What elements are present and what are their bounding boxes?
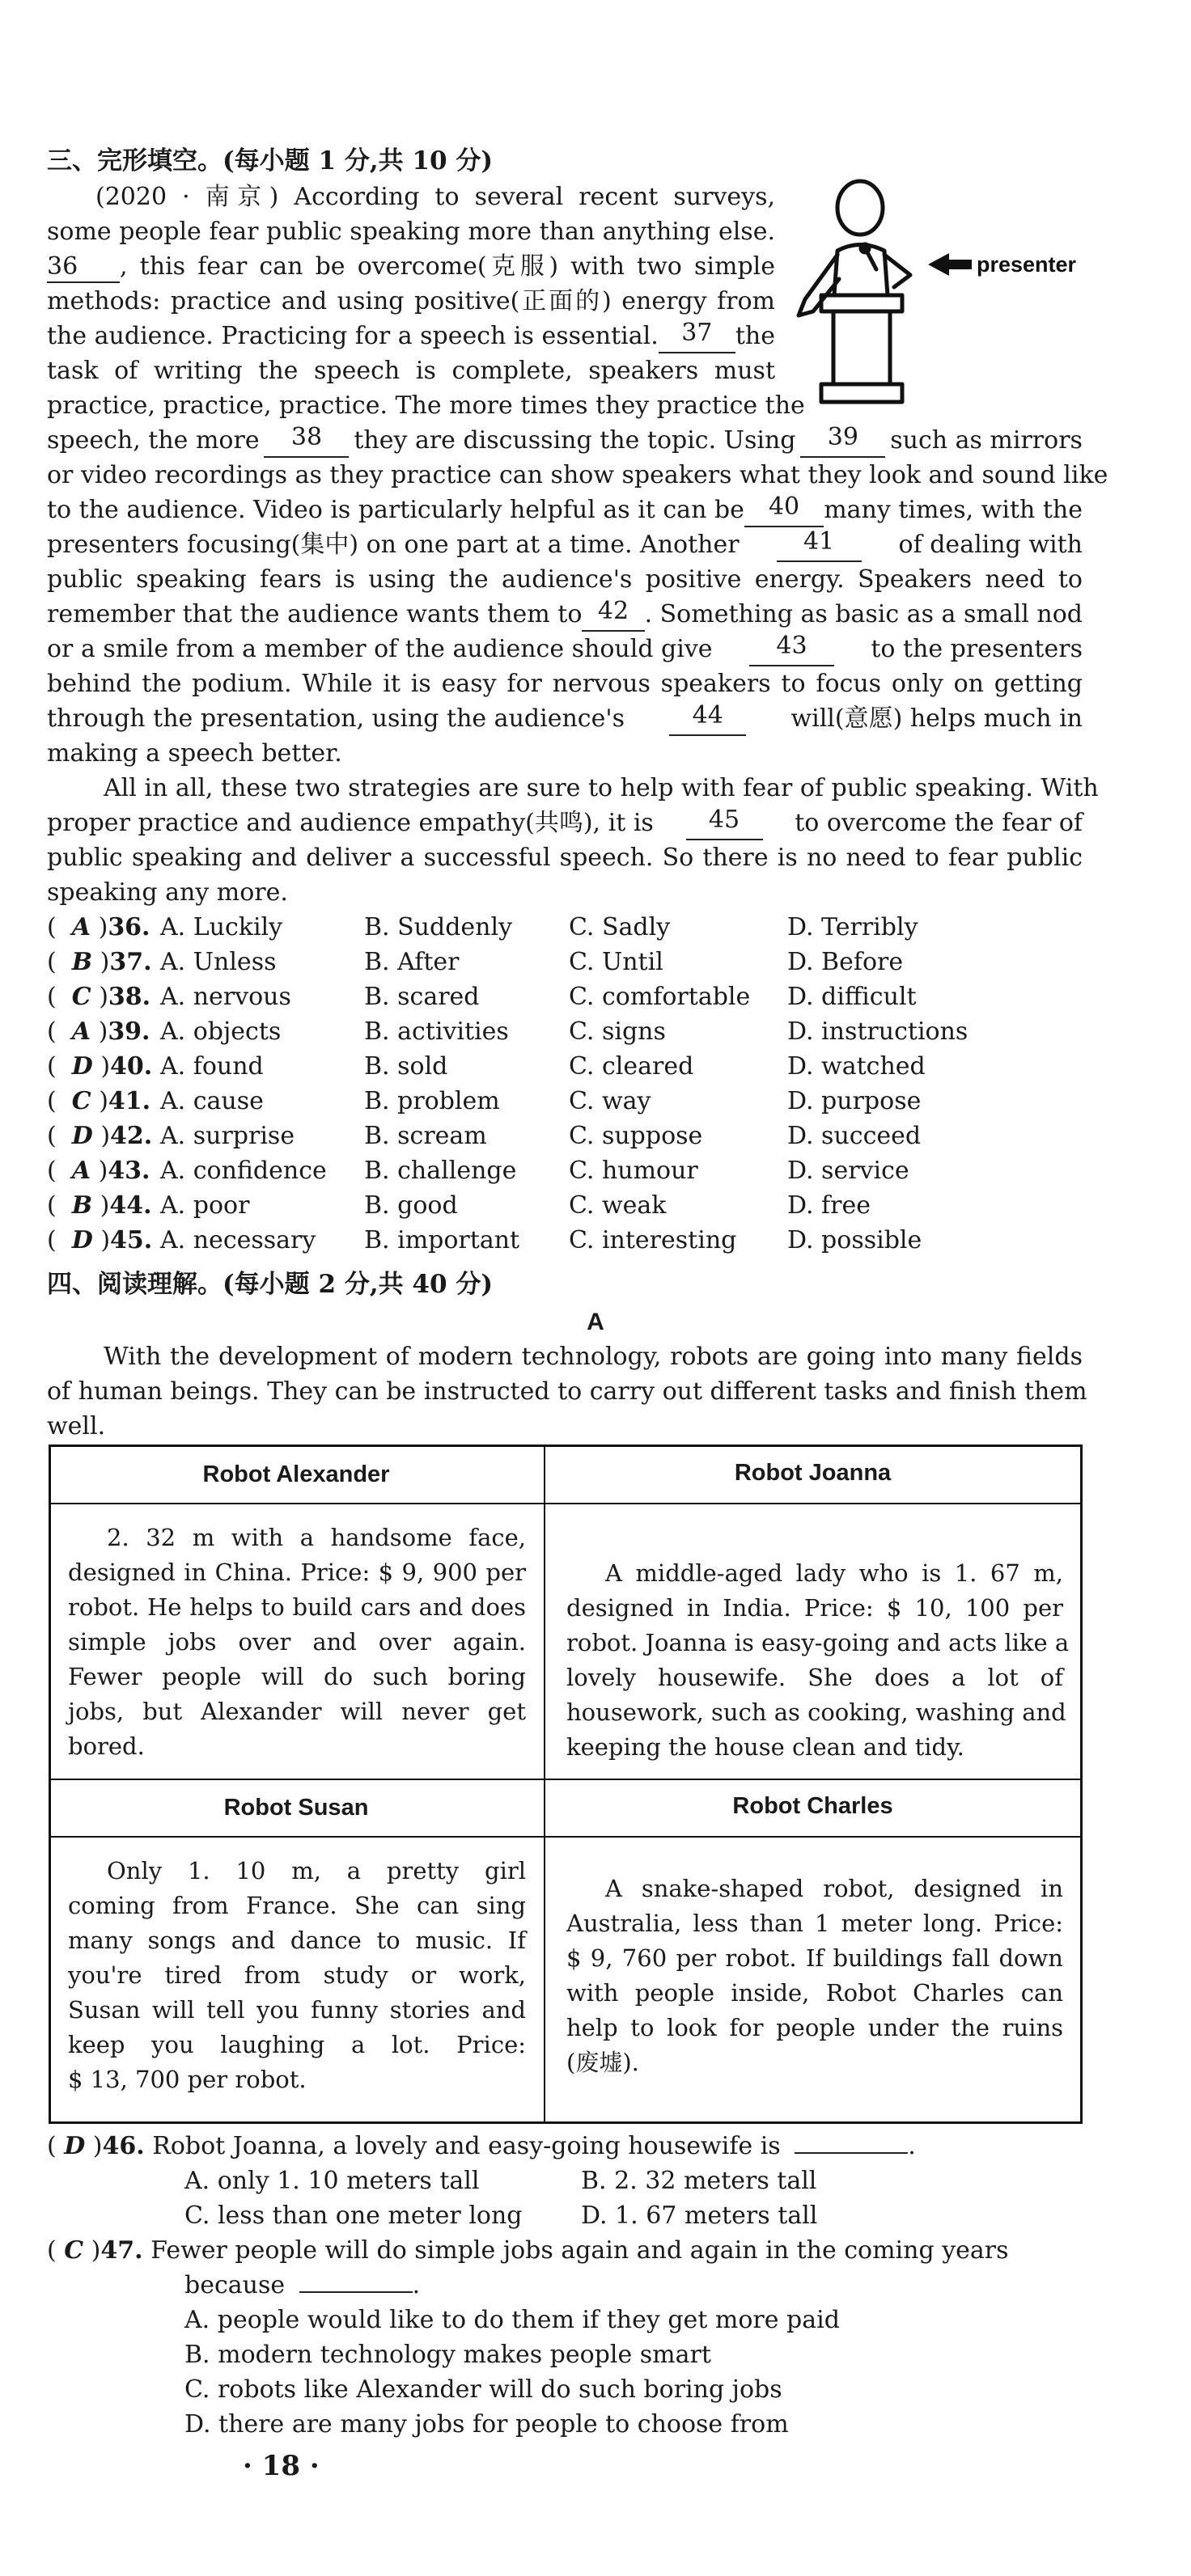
option-a: A. objects [160, 1017, 282, 1046]
option-46-b: B. 2. 32 meters tall [581, 2167, 817, 2195]
blank-46[interactable] [795, 2152, 908, 2154]
option-d: D. possible [787, 1226, 922, 1254]
option-b: B. Suddenly [364, 913, 513, 941]
cloze-line-19: proper practice and audience empathy(共鸣), it is 45 to overcome the fear of [47, 806, 1083, 840]
cloze-question-row [47, 1084, 1066, 1119]
question-47: ( C )47. Fewer people will do simple jobs again and again in the coming years [47, 2236, 1009, 2265]
cloze-line-5: the audience. Practicing for a speech is essential. 37 the [47, 319, 775, 353]
cloze-question-row [47, 1188, 1066, 1223]
cloze-line-4: methods: practice and using positive(正面的) energy from [47, 287, 775, 315]
option-c: C. humour [569, 1157, 698, 1185]
question-number: ( D )40. [47, 1052, 153, 1081]
answer-letter: B [71, 1191, 93, 1220]
blank-41: 41 [777, 527, 862, 562]
question-number: ( A )43. [47, 1157, 150, 1185]
option-a: A. cause [160, 1087, 264, 1115]
blank-37: 37 [659, 319, 735, 353]
passage-label: A [587, 1309, 604, 1335]
option-a: A. surprise [160, 1122, 295, 1150]
cloze-line-15: behind the podium. While it is easy for nervous speakers to focus only on getting [47, 670, 1083, 698]
option-46-d: D. 1. 67 meters tall [581, 2202, 818, 2230]
robot-joanna-desc: A middle-aged lady who is 1. 67 m, designed in India. Price: $ 10, 100 per robot. Joanna is easy-going and acts like a lovely housewife. She does a lot of housework, such as cooking, washing and keeping the house clean and tidy. [566, 1559, 1070, 1761]
option-b: B. scream [364, 1122, 487, 1150]
cloze-question-row [47, 945, 1066, 979]
question-number: ( A )39. [47, 1017, 150, 1046]
cloze-line-2: some people fear public speaking more than anything else. [47, 218, 775, 246]
option-d: D. Before [787, 948, 904, 976]
blank-43: 43 [749, 632, 834, 666]
option-d: D. watched [787, 1052, 926, 1081]
cloze-line-21: speaking any more. [47, 878, 288, 907]
robot-susan-title: Robot Susan [223, 1795, 369, 1821]
option-b: B. good [364, 1191, 458, 1220]
option-b: B. important [364, 1226, 520, 1254]
option-c: C. comfortable [569, 983, 751, 1011]
question-number: ( D )42. [47, 1122, 153, 1150]
cloze-question-row [47, 910, 1066, 945]
blank-47[interactable] [299, 2291, 413, 2293]
robot-alexander-title: Robot Alexander [202, 1461, 390, 1487]
blank-39: 39 [800, 423, 885, 458]
option-47-a: A. people would like to do them if they get more paid [184, 2306, 840, 2334]
option-b: B. scared [364, 983, 480, 1011]
question-46: ( D )46. Robot Joanna, a lovely and easy-going housewife is . [47, 2132, 916, 2160]
cloze-line-12: public speaking fears is using the audience's positive energy. Speakers need to [47, 565, 1083, 594]
option-46-a: A. only 1. 10 meters tall [184, 2167, 480, 2195]
option-47-b: B. modern technology makes people smart [184, 2341, 711, 2369]
answer-letter: D [71, 1226, 93, 1254]
option-a: A. necessary [160, 1226, 316, 1254]
cloze-line-3: 36 , this fear can be overcome(克服) with two simple [47, 249, 775, 284]
cloze-question-row [47, 1223, 1066, 1258]
option-c: C. cleared [569, 1052, 694, 1081]
option-d: D. Terribly [787, 913, 918, 941]
option-c: C. signs [569, 1017, 666, 1046]
cloze-section-title: 三、完形填空。(每小题 1 分,共 10 分) [47, 146, 494, 176]
option-a: A. found [160, 1052, 264, 1081]
option-a: A. nervous [160, 983, 291, 1011]
question-47-stem-cont: because . [184, 2271, 421, 2299]
cloze-question-row [47, 1119, 1066, 1153]
blank-36: 36 [47, 252, 120, 283]
blank-42: 42 [582, 597, 644, 632]
option-47-c: C. robots like Alexander will do such boring jobs [184, 2375, 782, 2404]
robot-table [49, 1445, 1083, 2124]
intro-line-3: well. [47, 1412, 106, 1440]
cloze-question-row [47, 1049, 1066, 1084]
intro-line-1: With the development of modern technology, robots are going into many fields [104, 1343, 1083, 1371]
cloze-question-row [47, 1153, 1066, 1188]
cloze-line-17: making a speech better. [47, 739, 342, 768]
option-a: A. confidence [160, 1157, 327, 1185]
cloze-question-row [47, 979, 1066, 1014]
cloze-line-11: presenters focusing(集中) on one part at a time. Another 41 of dealing with [47, 527, 1083, 562]
question-number: ( D )45. [47, 1226, 153, 1254]
cloze-line-20: public speaking and deliver a successful speech. So there is no need to fear public [47, 844, 1083, 872]
option-a: A. Luckily [160, 913, 283, 941]
cloze-line-7: practice, practice, practice. The more times they practice the [47, 391, 805, 420]
blank-44: 44 [669, 701, 746, 736]
answer-letter: C [71, 1087, 91, 1115]
blank-45: 45 [686, 806, 763, 840]
answer-letter: A [71, 1157, 91, 1185]
option-c: C. interesting [569, 1226, 737, 1254]
robot-susan-desc: Only 1. 10 m, a pretty girl coming from France. She can sing many songs and dance to music. If you're tired from study or work, Susan will tell you funny stories and keep you laughing a lot. Price: $ 13, 700 per robot. [68, 1857, 526, 2093]
option-c: C. Until [569, 948, 663, 976]
cloze-line-18: All in all, these two strategies are sure to help with fear of public speaking. With [104, 774, 1099, 802]
answer-letter: D [71, 1052, 93, 1081]
answer-47: C [64, 2236, 84, 2265]
option-b: B. challenge [364, 1157, 517, 1185]
option-c: C. weak [569, 1191, 667, 1220]
option-a: A. poor [160, 1191, 250, 1220]
option-d: D. instructions [787, 1017, 968, 1046]
presenter-label: presenter [977, 252, 1077, 277]
blank-40: 40 [744, 493, 824, 527]
robot-charles-desc: A snake-shaped robot, designed in Australia, less than 1 meter long. Price: $ 9, 760 per robot. If buildings fall down with people inside, Robot Charles can help to look for people under the ruins (废墟). [566, 1875, 1063, 2076]
option-b: B. sold [364, 1052, 448, 1081]
reading-section-title: 四、阅读理解。(每小题 2 分,共 40 分) [47, 1270, 494, 1299]
option-d: D. succeed [787, 1122, 922, 1150]
robot-alexander-desc: 2. 32 m with a handsome face, designed in China. Price: $ 9, 900 per robot. He helps to build cars and does simple jobs over and over again. Fewer people will do such boring jobs, but Alexander will never get bored. [68, 1524, 526, 1760]
question-number: ( A )36. [47, 913, 150, 941]
question-number: ( C )41. [47, 1087, 151, 1115]
option-b: B. activities [364, 1017, 509, 1046]
question-number: ( C )38. [47, 983, 151, 1011]
option-46-c: C. less than one meter long [184, 2202, 523, 2230]
cloze-question-row [47, 1014, 1066, 1049]
option-d: D. purpose [787, 1087, 922, 1115]
robot-charles-title: Robot Charles [732, 1793, 893, 1819]
cloze-line-6: task of writing the speech is complete, speakers must [47, 357, 775, 385]
blank-38: 38 [264, 423, 349, 458]
cloze-line-13: remember that the audience wants them to 42 . Something as basic as a small nod [47, 597, 1083, 632]
cloze-line-14: or a smile from a member of the audience should give 43 to the presenters [47, 632, 1083, 666]
answer-letter: D [71, 1122, 93, 1150]
cloze-line-1: (2020 · 南京) According to several recent surveys, [95, 183, 775, 211]
option-b: B. After [364, 948, 460, 976]
answer-letter: A [71, 913, 91, 941]
option-d: D. difficult [787, 983, 917, 1011]
option-d: D. free [787, 1191, 871, 1220]
cloze-line-8: speech, the more 38 they are discussing the topic. Using 39 such as mirrors [47, 423, 1083, 458]
option-c: C. Sadly [569, 913, 671, 941]
option-47-d: D. there are many jobs for people to choose from [184, 2410, 789, 2439]
option-a: A. Unless [160, 948, 277, 976]
answer-letter: C [71, 983, 91, 1011]
question-number: ( B )44. [47, 1191, 152, 1220]
cloze-line-10: to the audience. Video is particularly helpful as it can be 40 many times, with the [47, 493, 1083, 527]
page-number: · 18 · [243, 2450, 320, 2482]
answer-letter: A [71, 1017, 91, 1046]
presenter-figure [789, 174, 1080, 408]
question-number: ( B )37. [47, 948, 152, 976]
option-b: B. problem [364, 1087, 500, 1115]
answer-46: D [64, 2132, 86, 2160]
cloze-line-16: through the presentation, using the audience's 44 will(意愿) helps much in [47, 701, 1083, 736]
option-c: C. suppose [569, 1122, 703, 1150]
option-c: C. way [569, 1087, 651, 1115]
option-d: D. service [787, 1157, 909, 1185]
answer-letter: B [71, 948, 93, 976]
robot-joanna-title: Robot Joanna [734, 1460, 892, 1486]
intro-line-2: of human beings. They can be instructed to carry out different tasks and finish them [47, 1377, 1087, 1406]
cloze-line-9: or video recordings as they practice can show speakers what they look and sound like [47, 461, 1108, 489]
